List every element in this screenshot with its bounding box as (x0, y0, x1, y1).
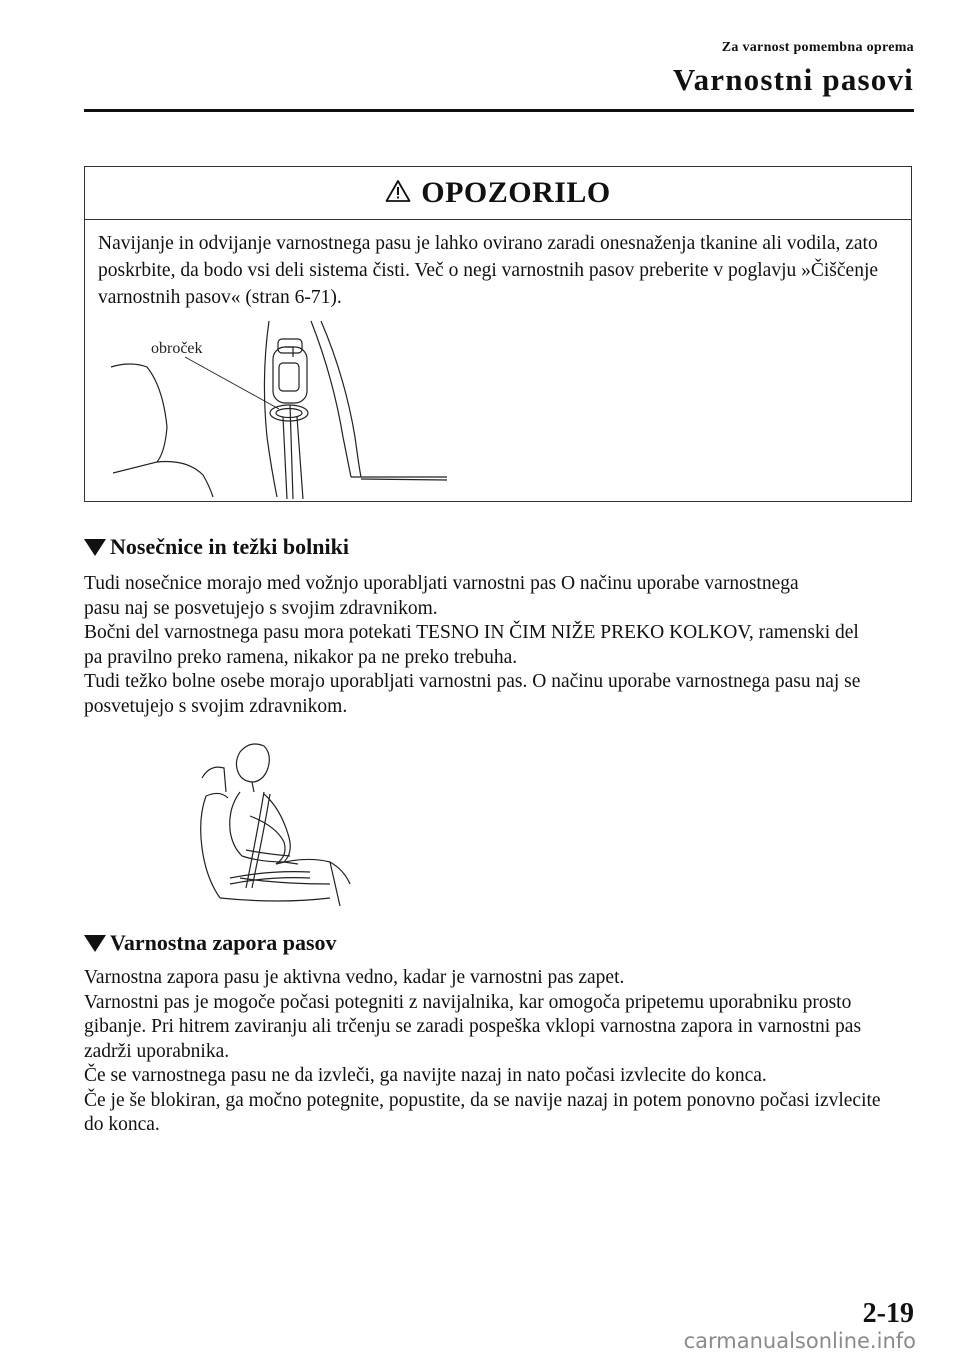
warning-box (84, 166, 912, 502)
paragraph-text: Tudi nosečnice morajo med vožnjo uporabljati varnostni pas O načinu uporabe varnostnega pasu naj se posvetujejo s svojim zdravnikom. (84, 573, 799, 619)
triangle-bullet-icon (84, 935, 106, 952)
section-heading-pregnant (84, 534, 349, 560)
warning-title: OPOZORILO (421, 176, 611, 209)
paragraph-pregnant (84, 572, 912, 719)
paragraph-lock (84, 966, 912, 1138)
warning-triangle-icon (385, 179, 411, 208)
section-heading-lock (84, 930, 337, 956)
warning-header (85, 167, 911, 220)
page-number: 2-19 (862, 1298, 914, 1329)
paragraph-text: Če je še blokiran, ga močno potegnite, popustite, da se navije nazaj in potem ponovno počasi izvlecite do konca. (84, 1089, 881, 1135)
paragraph-text: Bočni del varnostnega pasu mora potekati TESNO IN ČIM NIŽE PREKO KOLKOV, ramenski del pa pravilno preko ramena, nikakor pa ne preko trebuha. (84, 622, 859, 668)
warning-text: Navijanje in odvijanje varnostnega pasu je lahko ovirano zaradi onesnaženja tkanine ali vodila, zato poskrbite, da bodo vsi deli sistema čisti. Več o negi varnostnih pasov preberite v poglavju »Čiščenje varnostnih pasov« (stran 6-71). (98, 233, 879, 308)
header-section-label: Za varnost pomembna oprema (721, 40, 914, 55)
pregnant-woman-illustration (180, 738, 360, 913)
seatbelt-guide-illustration (107, 317, 447, 504)
triangle-bullet-icon (84, 539, 106, 556)
section-heading-text: Varnostna zapora pasov (110, 930, 337, 955)
paragraph-text: Varnostna zapora pasu je aktivna vedno, kadar je varnostni pas zapet. (84, 967, 625, 988)
paragraph-text: Če se varnostnega pasu ne da izvleči, ga navijte nazaj in nato počasi izvlecite do konca. (84, 1065, 767, 1086)
header-rule (84, 109, 914, 112)
paragraph-text: Varnostni pas je mogoče počasi potegniti z navijalnika, kar omogoča pripetemu uporabniku prosto gibanje. Pri hitrem zaviranju ali trčenju se zaradi pospeška vklopi varnostna zapora in varnostni pas zadrži uporabnika. (84, 991, 862, 1062)
section-heading-text: Nosečnice in težki bolniki (110, 534, 349, 559)
page-title: Varnostni pasovi (672, 62, 914, 97)
watermark-text: carmanualsonline.info (683, 1329, 916, 1353)
paragraph-text: Tudi težko bolne osebe morajo uporabljati varnostni pas. O načinu uporabe varnostnega pasu naj se posvetujejo s svojim zdravnikom. (84, 671, 861, 717)
ring-callout-label: obroček (151, 340, 203, 357)
